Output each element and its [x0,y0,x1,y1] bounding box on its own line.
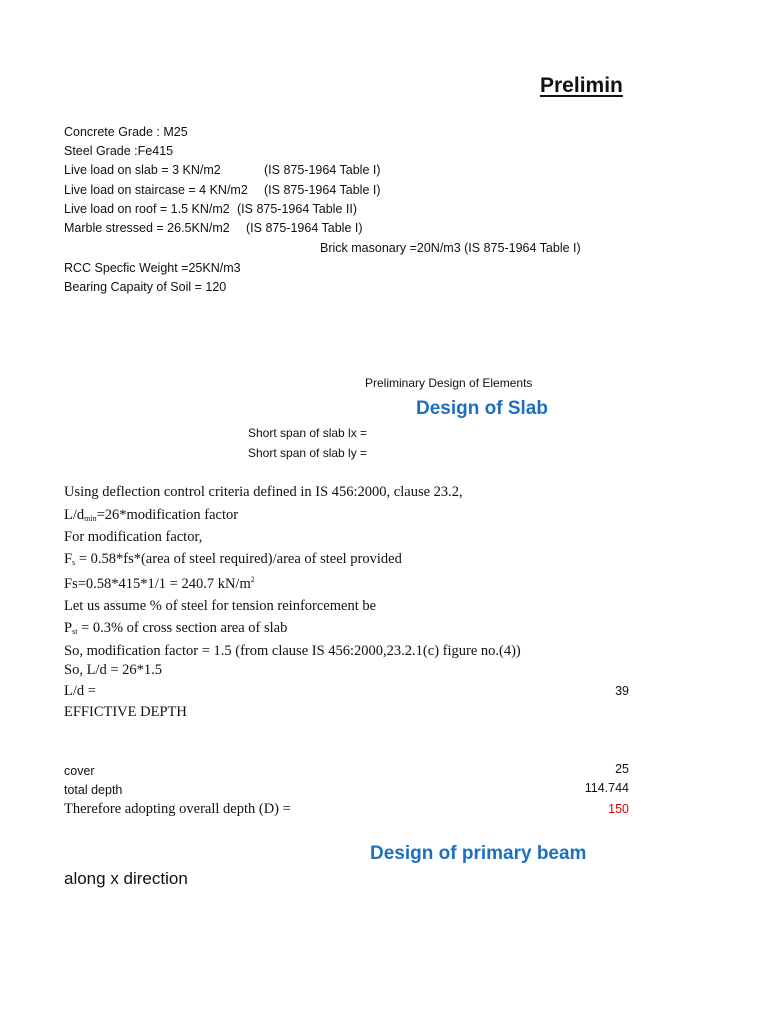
spec-marble-ref: (IS 875-1964 Table I) [246,221,363,235]
spec-live-load-staircase-ref: (IS 875-1964 Table I) [264,183,381,197]
spec-live-load-slab-ref: (IS 875-1964 Table I) [264,163,381,177]
page-title: Prelimin [540,74,623,97]
spec-live-load-staircase: Live load on staircase = 4 KN/m2 [64,183,248,197]
slab-heading: Design of Slab [416,398,548,419]
total-depth-label: total depth [64,783,123,797]
spec-live-load-roof: Live load on roof = 1.5 KN/m2 [64,202,230,216]
calc-assume-steel: Let us assume % of steel for tension reinforcement be [64,598,377,614]
calc-fs-formula: $F_s$ = 0.58*fs*(area of steel required)/area of steel provided [64,551,402,567]
calc-modification-factor-intro: For modification factor, [64,529,203,545]
spec-marble: Marble stressed = 26.5KN/m2 [64,221,230,235]
spec-bearing-capacity: Bearing Capaity of Soil = 120 [64,280,227,294]
calc-deflection-criteria: Using deflection control criteria defined in IS 456:2000, clause 23.2, [64,484,463,500]
spec-steel-grade: Steel Grade :Fe415 [64,144,174,158]
ld-label: L/d = [64,683,96,699]
calc-ld-min: $L/d_{min}=26*modification$ factor [64,507,239,523]
total-depth-value: 114.744 [584,781,629,795]
calc-pst: $P_{st} = 0.3\%$ of cross section area of slab [64,620,288,636]
calc-modification-factor-value: So, modification factor = 1.5 (from clause IS 456:2000,23.2.1(c) figure no.(4)) [64,643,521,659]
spec-rcc-weight: RCC Specfic Weight =25KN/m3 [64,261,241,275]
spec-brick-masonry: Brick masonary =20N/m3 (IS 875-1964 Table I) [320,241,581,255]
along-x-direction-label: along x direction [64,869,188,888]
slab-ly-label: Short span of slab ly = [248,446,368,460]
primary-beam-heading: Design of primary beam [370,843,587,864]
spec-live-load-roof-ref: (IS 875-1964 Table II) [237,202,357,216]
cover-label: cover [64,764,95,778]
prelim-design-heading: Preliminary Design of Elements [365,376,533,390]
ld-value: 39 [615,684,629,698]
slab-lx-label: Short span of slab lx = [248,426,368,440]
spec-concrete-grade: Concrete Grade : M25 [64,125,188,139]
title-clip [540,74,632,106]
overall-depth-label: Therefore adopting overall depth (D) = [64,801,291,817]
spec-live-load-slab: Live load on slab = 3 KN/m2 [64,163,221,177]
overall-depth-value: 150 [608,802,629,816]
cover-value: 25 [615,762,629,776]
calc-fs-value: Fs=0.58*415*1/1 = 240.7 $kN/m^2$ [64,575,255,592]
effective-depth-label: EFFICTIVE DEPTH [64,704,187,720]
calc-ld-expression: So, L/d = 26*1.5 [64,662,163,678]
